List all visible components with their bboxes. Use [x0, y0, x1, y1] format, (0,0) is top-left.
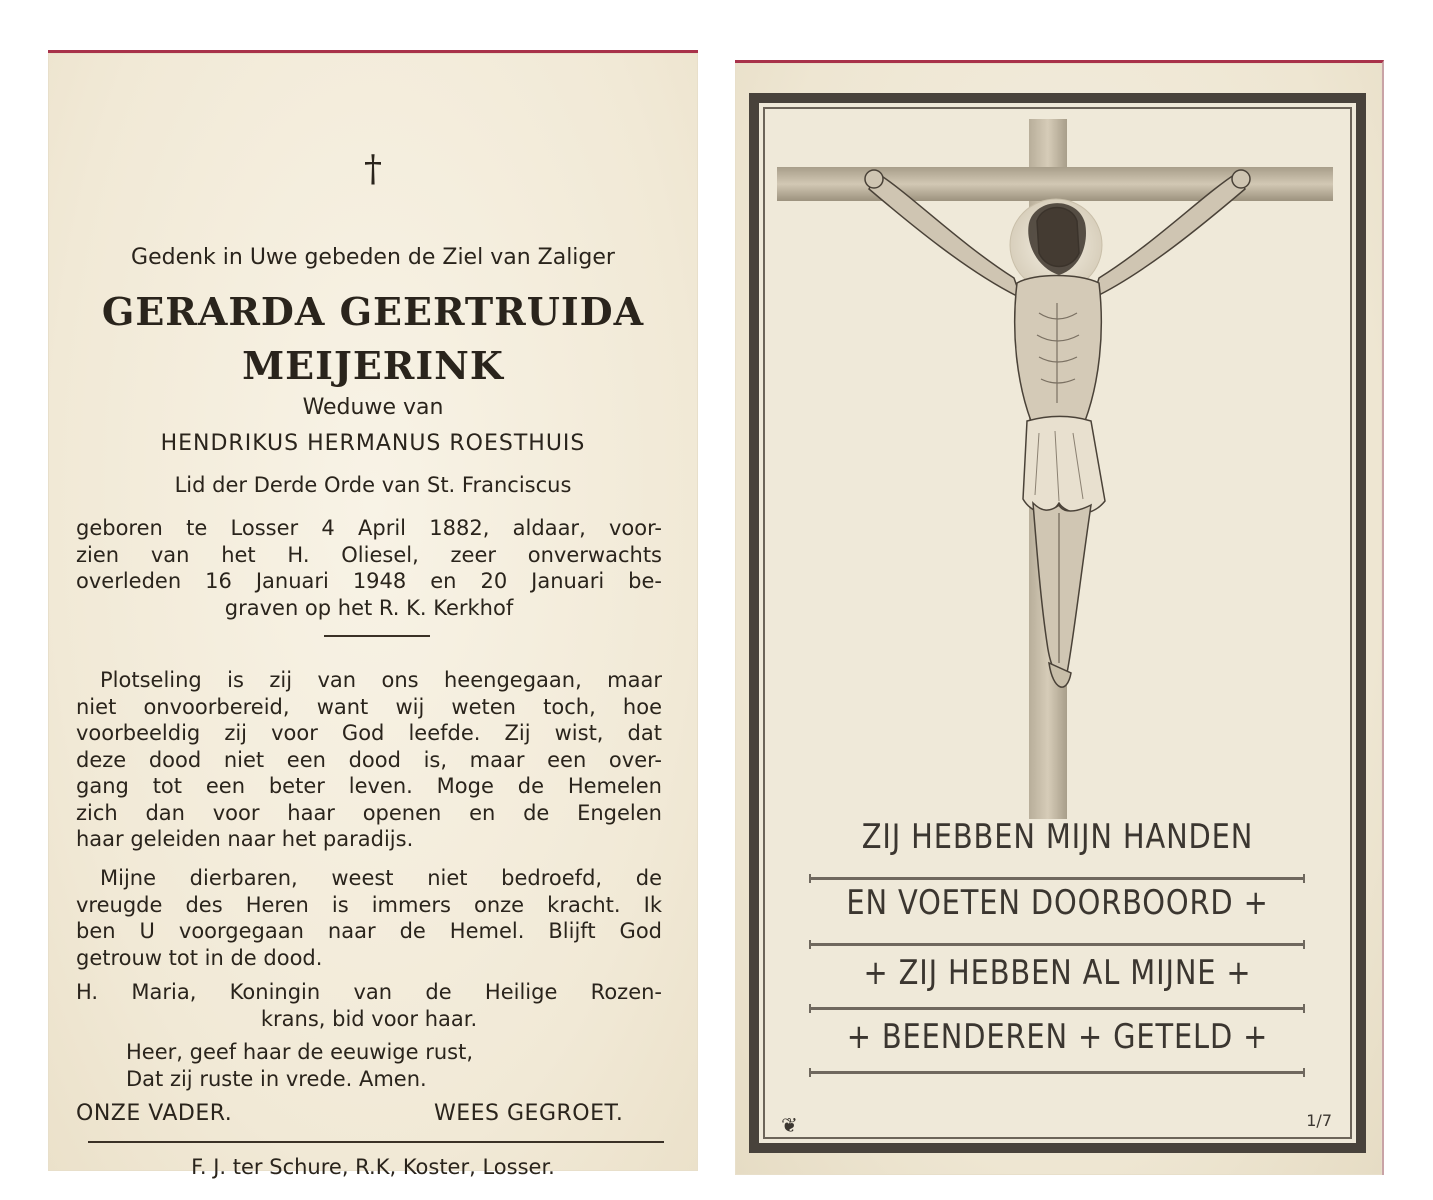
paragraph-line: H. Maria, Koningin van de Heilige Rozen- [76, 980, 662, 1004]
bio-line: graven op het R. K. Kerkhof [224, 595, 514, 620]
religious-order: Lid der Derde Orde van St. Franciscus [174, 473, 572, 497]
paragraph-line: zich dan voor haar openen en de Engelen [76, 800, 662, 825]
verse-rule [809, 943, 1305, 946]
ornament-icon: ❦ [781, 1113, 798, 1137]
divider [324, 635, 430, 637]
biography-paragraph [76, 515, 662, 621]
paragraph-line: krans, bid voor haar. [260, 1006, 478, 1031]
text-paragraph-3 [76, 979, 662, 1032]
image-frame [749, 93, 1366, 1153]
verse-rule [809, 1071, 1305, 1074]
paragraph-line: ben U voorgegaan naar de Hemel. Blijft God [76, 919, 662, 943]
divider [88, 1141, 664, 1143]
paragraph-line: gang tot een beter leven. Moge de Hemelen [76, 774, 662, 798]
left-hand [865, 170, 883, 188]
verse-rule [809, 1007, 1305, 1010]
paragraph-line: getrouw tot in de dood. [76, 945, 323, 970]
paragraph-line: Plotseling is zij van ons heengegaan, maar [100, 668, 662, 692]
verse-line: + BEENDEREN + GETELD + [846, 1017, 1269, 1057]
text-paragraph-1 [76, 667, 662, 853]
text-paragraph-2 [76, 865, 662, 971]
wees-gegroet: WEES GEGROET. [434, 1101, 624, 1126]
verse-line: + ZIJ HEBBEN AL MIJNE + [863, 953, 1252, 993]
onze-vader: ONZE VADER. [76, 1101, 233, 1126]
cross-icon: † [364, 149, 382, 190]
paragraph-line: Mijne dierbaren, weest niet bedroefd, de [100, 866, 662, 890]
prayer [126, 1039, 473, 1093]
intro-line: Gedenk in Uwe gebeden de Ziel van Zaliger [131, 245, 615, 270]
husband-name: HENDRIKUS HERMANUS ROESTHUIS [160, 431, 586, 456]
prayer-line: Heer, geef haar de eeuwige rust, [126, 1040, 474, 1064]
deceased-name-line2: MEIJERINK [242, 343, 504, 388]
paragraph-line: niet onvoorbereid, want wij weten toch, hoe [76, 694, 662, 719]
paragraph-line: haar geleiden naar het paradijs. [76, 827, 414, 851]
cross-horizontal-beam [777, 167, 1333, 201]
loincloth [1023, 417, 1105, 514]
right-hand [1232, 170, 1250, 188]
verse-line: EN VOETEN DOORBOORD + [846, 883, 1269, 923]
memorial-card-text [48, 50, 698, 1179]
paragraph-line: vreugde des Heren is immers onze kracht. Ik [76, 892, 662, 917]
verse-rule [809, 877, 1305, 880]
widow-of-label: Weduwe van [302, 395, 444, 420]
paragraph-line: deze dood niet een dood is, maar een over- [76, 747, 662, 772]
bio-line: zien van het H. Oliesel, zeer onverwachts [76, 542, 662, 567]
verse-line: ZIJ HEBBEN MIJN HANDEN [861, 817, 1254, 857]
prayer-line: Dat zij ruste in vrede. Amen. [126, 1067, 427, 1091]
paragraph-line: voorbeeldig zij voor God leefde. Zij wist, dat [76, 721, 662, 745]
bio-line: geboren te Losser 4 April 1882, aldaar, voor- [76, 516, 662, 540]
deceased-name-line1: GERARDA GEERTRUIDA [101, 289, 645, 334]
card-number: 1/7 [1306, 1111, 1332, 1130]
memorial-card-image [735, 60, 1384, 1175]
printer-credit: F. J. ter Schure, R.K, Koster, Losser. [191, 1155, 555, 1179]
torso [1015, 276, 1102, 422]
bio-line: overleden 16 Januari 1948 en 20 Januari be- [76, 569, 662, 593]
